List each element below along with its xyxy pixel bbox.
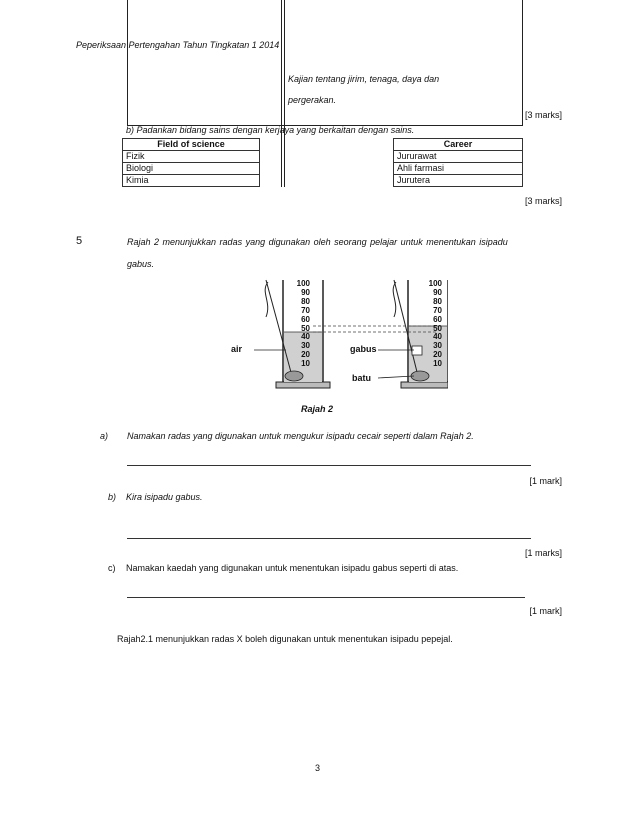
scale-tick: 10 <box>433 359 442 369</box>
answer-line-a[interactable] <box>127 465 531 466</box>
scale-tick: 70 <box>301 305 310 315</box>
question-number: 5 <box>76 235 83 247</box>
scale-tick: 20 <box>301 350 310 360</box>
scale-tick: 100 <box>296 279 310 288</box>
rajah21-text: Rajah2.1 menunjukkan radas X boleh digunakan untuk menentukan isipadu pepejal. <box>117 634 453 644</box>
marks-a: [1 mark] <box>529 476 562 486</box>
science-row: Kimia <box>123 175 260 187</box>
marks-b: [1 marks] <box>524 548 562 558</box>
question-b-text: Kira isipadu gabus. <box>126 492 203 502</box>
box-text-line1: Kajian tentang jirim, tenaga, daya dan <box>288 74 440 84</box>
marks-4b: [3 marks] <box>524 196 562 206</box>
science-row: Biologi <box>123 163 260 175</box>
marks-4a: [3 marks] <box>524 110 562 120</box>
right-scale <box>422 280 442 369</box>
scale-tick: 100 <box>428 279 442 288</box>
question-5-line2: gabus. <box>127 259 155 269</box>
scale-tick: 30 <box>301 341 310 351</box>
box-left-border <box>127 0 128 125</box>
question-5-line1: Rajah 2 menunjukkan radas yang digunakan oleh seorang pelajar untuk menentukan isipadu <box>127 237 508 247</box>
question-4b: b) Padankan bidang sains dengan kerjaya yang berkaitan dengan sains. <box>126 125 415 135</box>
scale-tick: 80 <box>433 296 442 306</box>
scale-tick: 60 <box>433 314 442 324</box>
science-table-header: Field of science <box>123 139 260 151</box>
box-right-border <box>522 0 523 125</box>
box-divider-2 <box>284 0 285 187</box>
measuring-cylinder-figure <box>228 272 448 390</box>
figure-caption: Rajah 2 <box>301 404 334 414</box>
label-air: air <box>231 344 243 354</box>
scale-tick: 40 <box>433 332 442 342</box>
scale-tick: 50 <box>433 323 442 333</box>
label-gabus: gabus <box>350 344 377 354</box>
scale-tick: 50 <box>301 323 310 333</box>
career-row: Jurutera <box>394 175 523 187</box>
answer-line-c[interactable] <box>127 597 525 598</box>
scale-tick: 70 <box>433 305 442 315</box>
page-number: 3 <box>315 763 321 773</box>
career-table <box>393 138 523 187</box>
science-row: Fizik <box>123 151 260 163</box>
scale-tick: 60 <box>301 314 310 324</box>
question-c-text: Namakan kaedah yang digunakan untuk menentukan isipadu gabus seperti di atas. <box>126 563 459 573</box>
scale-tick: 80 <box>301 296 310 306</box>
science-field-table <box>122 138 260 187</box>
scale-tick: 30 <box>433 341 442 351</box>
question-a-text: Namakan radas yang digunakan untuk mengukur isipadu cecair seperti dalam Rajah 2. <box>127 431 474 441</box>
career-row: Jururawat <box>394 151 523 163</box>
marks-c: [1 mark] <box>529 606 562 616</box>
career-row: Ahli farmasi <box>394 163 523 175</box>
scale-tick: 40 <box>301 332 310 342</box>
left-scale <box>290 280 310 369</box>
scale-tick: 10 <box>301 359 310 369</box>
question-a-label: a) <box>100 431 109 441</box>
question-b-label: b) <box>108 492 117 502</box>
scale-tick: 90 <box>433 287 442 297</box>
career-table-header: Career <box>394 139 523 151</box>
box-divider-1 <box>281 0 282 187</box>
page-header: Peperiksaan Pertengahan Tahun Tingkatan 1 2014 <box>76 40 280 50</box>
scale-tick: 20 <box>433 350 442 360</box>
scale-tick: 90 <box>301 287 310 297</box>
box-text-line2: pergerakan. <box>288 95 337 105</box>
question-c-label: c) <box>108 563 116 573</box>
answer-line-b[interactable] <box>127 538 531 539</box>
label-batu: batu <box>352 373 371 383</box>
